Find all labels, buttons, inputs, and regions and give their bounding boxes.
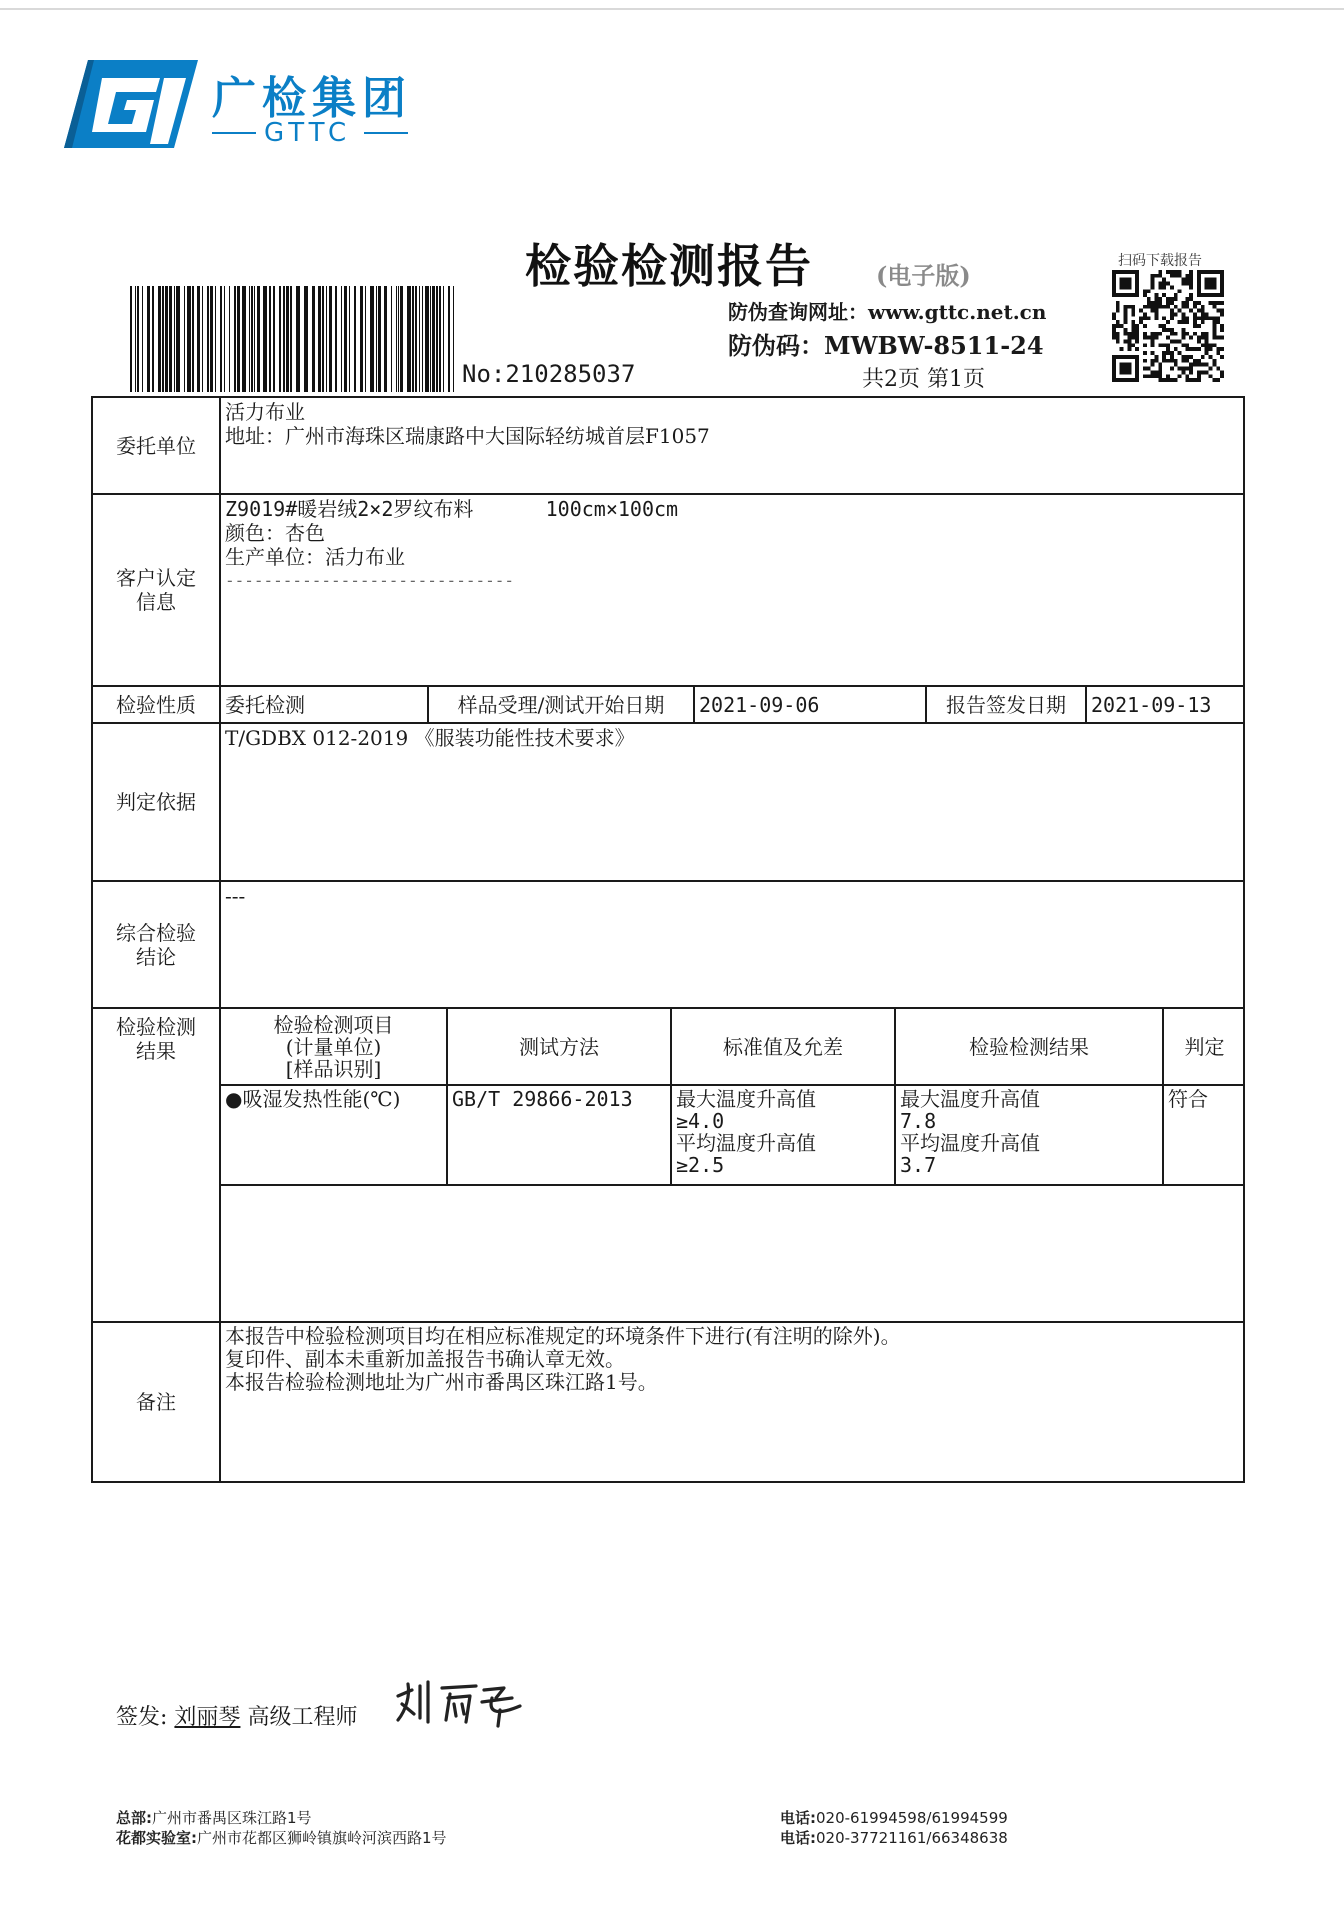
row-item: ●吸湿发热性能(℃)	[221, 1085, 447, 1185]
conclusion-label-line1: 综合检验	[116, 920, 196, 945]
report-number: No:210285037	[462, 360, 636, 388]
remarks-line2: 复印件、副本未重新加盖报告书确认章无效。	[225, 1347, 625, 1371]
header-item-line3: [样品识别]	[285, 1056, 382, 1081]
report-title: 检验检测报告	[525, 239, 813, 293]
signer-name: 刘丽琴	[174, 1705, 241, 1730]
sample-line4: ------------------------------	[225, 571, 514, 590]
signoff	[116, 1700, 357, 1731]
results-cell	[220, 1008, 1244, 1322]
footer-lab-address: 广州市花都区狮岭镇旗岭河滨西路1号	[197, 1829, 447, 1847]
row-result-line1: 最大温度升高值	[900, 1087, 1040, 1111]
conclusion-label-line2: 结论	[136, 944, 176, 969]
results-blank-cell	[221, 1185, 1245, 1319]
signer-title: 高级工程师	[247, 1705, 358, 1730]
top-rule	[0, 8, 1344, 10]
verify-code: 防伪码：MWBW-8511-24	[728, 331, 1044, 360]
logo-rule-right	[364, 132, 408, 134]
start-date-label: 样品受理/测试开始日期	[428, 686, 694, 723]
header-item-line1: 检验检测项目	[273, 1012, 394, 1037]
issue-date-label: 报告签发日期	[926, 686, 1086, 723]
row-result-line2: 7.8	[900, 1109, 937, 1133]
footer-tel-label-2: 电话:	[780, 1829, 816, 1847]
row-standard-line3: 平均温度升高值	[676, 1131, 816, 1155]
nature-label: 检验性质	[92, 686, 220, 723]
results-label	[92, 1008, 220, 1322]
client-label: 委托单位	[92, 397, 220, 494]
nature-value: 委托检测	[220, 686, 428, 723]
gttc-logo-icon	[64, 60, 198, 148]
client-name: 活力布业	[225, 400, 305, 424]
report-table	[91, 396, 1245, 1483]
client-address: 地址：广州市海珠区瑞康路中大国际轻纺城首层F1057	[225, 424, 710, 448]
sample-label	[92, 494, 220, 686]
footer-hq	[116, 1807, 312, 1828]
header-item	[221, 1009, 447, 1085]
sample-label-line1: 客户认定	[116, 566, 196, 590]
footer-lab-phone	[780, 1827, 1008, 1848]
verify-url: 防伪查询网址：www.gttc.net.cn	[728, 300, 1047, 324]
results-header-row	[221, 1009, 1245, 1085]
sample-line1: Z9019#暖岩绒2×2罗纹布料 100cm×100cm	[225, 497, 679, 521]
header-result: 检验检测结果	[895, 1009, 1163, 1085]
conclusion-value: ---	[220, 881, 1244, 1008]
client-row	[92, 397, 1244, 494]
row-verdict: 符合	[1163, 1085, 1245, 1185]
header-standard: 标准值及允差	[671, 1009, 895, 1085]
footer-hq-address: 广州市番禺区珠江路1号	[152, 1809, 312, 1827]
handwritten-signature-icon	[392, 1676, 528, 1732]
edition-label: (电子版)	[876, 261, 971, 290]
row-standard-line2: ≥4.0	[676, 1109, 725, 1133]
logo-rule-left	[212, 132, 256, 134]
basis-label: 判定依据	[92, 723, 220, 881]
results-row	[92, 1008, 1244, 1322]
row-result-line4: 3.7	[900, 1153, 937, 1177]
page-indicator: 共2页 第1页	[862, 367, 985, 392]
qr-code-icon[interactable]	[1112, 270, 1224, 382]
results-label-line2: 结果	[136, 1039, 176, 1063]
remarks-line3: 本报告检验检测地址为广州市番禺区珠江路1号。	[225, 1370, 658, 1394]
sample-row	[92, 494, 1244, 686]
header-method: 测试方法	[447, 1009, 671, 1085]
footer-tel-label: 电话:	[780, 1809, 816, 1827]
table-row	[221, 1085, 1245, 1185]
sample-line3: 生产单位：活力布业	[225, 545, 405, 569]
results-label-line1: 检验检测	[116, 1015, 196, 1039]
conclusion-label	[92, 881, 220, 1008]
basis-row	[92, 723, 1244, 881]
row-standard-line4: ≥2.5	[676, 1153, 725, 1177]
remarks-cell	[220, 1322, 1244, 1482]
remarks-label: 备注	[92, 1322, 220, 1482]
row-method: GB/T 29866-2013	[447, 1085, 671, 1185]
sample-label-line2: 信息	[136, 590, 176, 614]
results-table	[221, 1009, 1245, 1319]
footer-lab-label: 花都实验室:	[116, 1829, 197, 1847]
basis-value: T/GDBX 012-2019 《服装功能性技术要求》	[220, 723, 1244, 881]
sample-cell	[220, 494, 1244, 686]
header-item-line2: (计量单位)	[285, 1034, 382, 1059]
footer-hq-label: 总部:	[116, 1809, 152, 1827]
results-blank-row	[221, 1185, 1245, 1319]
remarks-line1: 本报告中检验检测项目均在相应标准规定的环境条件下进行(有注明的除外)。	[225, 1324, 901, 1348]
qr-scan-label: 扫码下载报告	[1118, 253, 1202, 269]
sample-line2: 颜色：杏色	[225, 521, 325, 545]
row-result-line3: 平均温度升高值	[900, 1131, 1040, 1155]
start-date-value: 2021-09-06	[694, 686, 926, 723]
client-cell	[220, 397, 1244, 494]
remarks-row	[92, 1322, 1244, 1482]
footer-lab-tel: 020-37721161/66348638	[816, 1829, 1008, 1847]
logo-name-cn: 广检集团	[212, 73, 412, 124]
issue-date-value: 2021-09-13	[1086, 686, 1244, 723]
signoff-label: 签发:	[116, 1705, 168, 1730]
inspection-row	[92, 686, 1244, 723]
logo-name-en: GTTC	[264, 118, 352, 148]
row-standard-line1: 最大温度升高值	[676, 1087, 816, 1111]
barcode-icon	[130, 286, 454, 392]
logo-name-en-group	[212, 118, 408, 148]
header-verdict: 判定	[1163, 1009, 1245, 1085]
footer-hq-phone	[780, 1807, 1008, 1828]
footer-lab	[116, 1827, 447, 1848]
footer-hq-tel: 020-61994598/61994599	[816, 1809, 1008, 1827]
conclusion-row	[92, 881, 1244, 1008]
row-result	[895, 1085, 1163, 1185]
row-standard	[671, 1085, 895, 1185]
